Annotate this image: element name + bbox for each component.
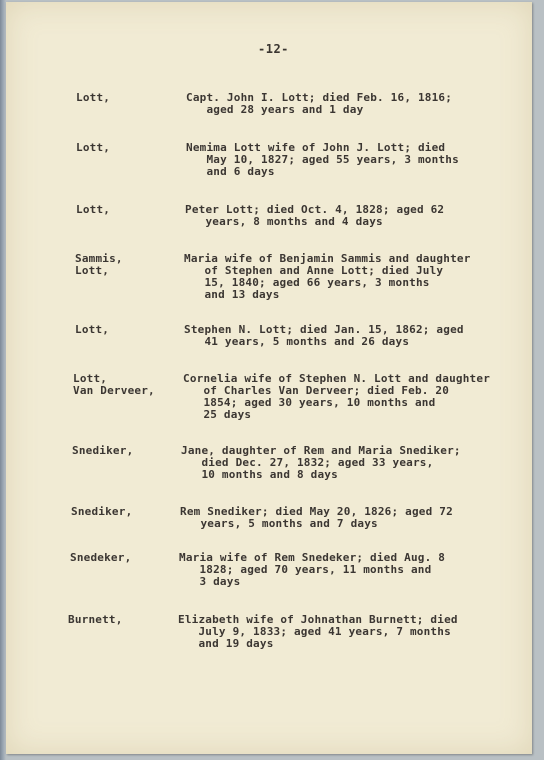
entry-line: Stephen N. Lott; died Jan. 15, 1862; aged xyxy=(184,323,464,336)
entry-line: Capt. John I. Lott; died Feb. 16, 1816; xyxy=(186,91,453,104)
entry-line: aged 28 years and 1 day xyxy=(186,103,364,116)
entry-line: Cornelia wife of Stephen N. Lott and daughter xyxy=(183,372,491,385)
entry-surname: Snedeker, xyxy=(70,551,132,564)
entry-line: 10 months and 8 days xyxy=(181,468,338,481)
entry-line: July 9, 1833; aged 41 years, 7 months xyxy=(178,625,451,638)
entry-line: 25 days xyxy=(183,408,252,421)
document-page xyxy=(6,2,532,754)
entry-line: of Charles Van Derveer; died Feb. 20 xyxy=(183,384,450,397)
entry-line: May 10, 1827; aged 55 years, 3 months xyxy=(186,153,459,166)
entry-surname: Snediker, xyxy=(72,444,134,457)
entry-line: Elizabeth wife of Johnathan Burnett; died xyxy=(178,613,458,626)
entry-line: Jane, daughter of Rem and Maria Snediker; xyxy=(181,444,461,457)
entry-line: Nemima Lott wife of John J. Lott; died xyxy=(186,141,446,154)
entry-line: 1828; aged 70 years, 11 months and xyxy=(179,563,432,576)
entry-line: and 13 days xyxy=(184,288,280,301)
entry-line: 41 years, 5 months and 26 days xyxy=(184,335,410,348)
entry-line: 1854; aged 30 years, 10 months and xyxy=(183,396,436,409)
entry-line: and 19 days xyxy=(178,637,274,650)
entry-surname: Sammis, Lott, xyxy=(75,252,123,277)
entry-line: 3 days xyxy=(179,575,241,588)
entry-line: of Stephen and Anne Lott; died July xyxy=(184,264,444,277)
entry-line: and 6 days xyxy=(186,165,275,178)
entry-surname: Lott, xyxy=(76,91,111,104)
entry-surname: Snediker, xyxy=(71,505,133,518)
entry-line: years, 5 months and 7 days xyxy=(180,517,378,530)
entry-surname: Lott, Van Derveer, xyxy=(73,372,155,397)
entry-surname: Lott, xyxy=(75,323,110,336)
entry-surname: Lott, xyxy=(76,141,111,154)
entry-surname: Burnett, xyxy=(68,613,123,626)
entry-line: Peter Lott; died Oct. 4, 1828; aged 62 xyxy=(185,203,445,216)
entry-surname: Lott, xyxy=(76,203,111,216)
entry-line: Maria wife of Benjamin Sammis and daughter xyxy=(184,252,471,265)
entry-line: 15, 1840; aged 66 years, 3 months xyxy=(184,276,430,289)
entry-line: died Dec. 27, 1832; aged 33 years, xyxy=(181,456,434,469)
page-number: -12- xyxy=(258,42,289,56)
entry-line: Rem Snediker; died May 20, 1826; aged 72 xyxy=(180,505,453,518)
entry-line: years, 8 months and 4 days xyxy=(185,215,383,228)
entry-line: Maria wife of Rem Snedeker; died Aug. 8 xyxy=(179,551,446,564)
